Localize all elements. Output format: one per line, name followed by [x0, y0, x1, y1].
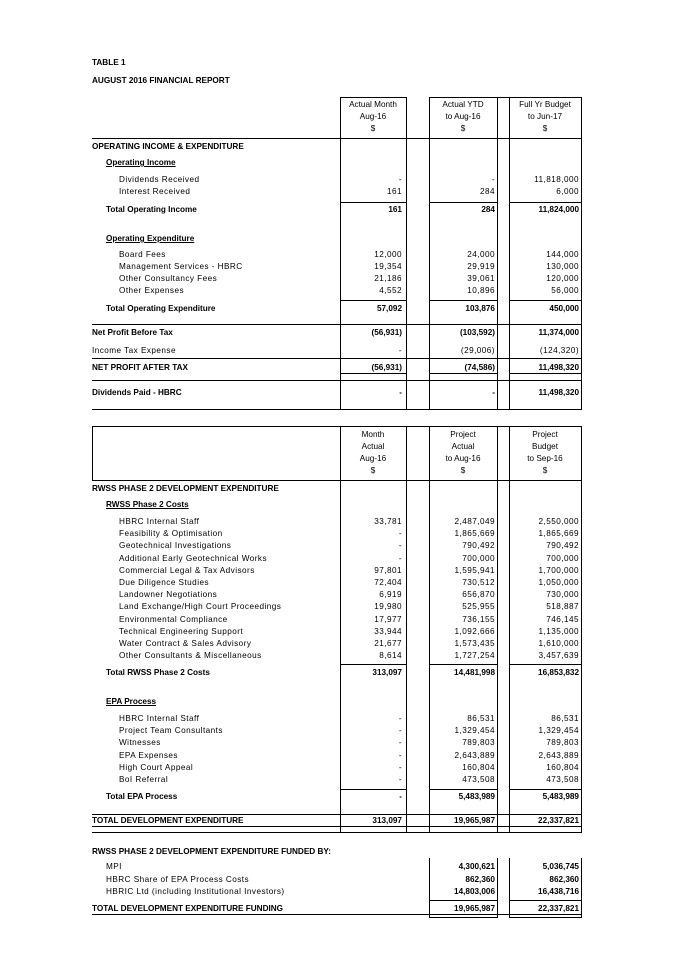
row-label: Other Consultancy Fees	[119, 274, 218, 283]
cell-ytd: -	[492, 388, 495, 397]
t1-expense-heading: Operating Expenditure	[106, 234, 195, 243]
cell-budget: 11,498,320	[538, 388, 579, 397]
cell-ytd: -	[491, 175, 495, 184]
cell-budget: 2,550,000	[538, 517, 579, 526]
row-label: High Court Appeal	[119, 762, 194, 772]
row-label: Geotechnical Investigations	[119, 541, 232, 551]
cell-actual: 1,727,254	[454, 651, 495, 661]
cell-month: -	[398, 175, 402, 184]
t2-section-title: RWSS PHASE 2 DEVELOPMENT EXPENDITURE	[92, 484, 279, 493]
cell-budget: 11,374,000	[538, 328, 579, 337]
cell-month: -	[399, 388, 402, 397]
cell-actual: 700,000	[462, 553, 495, 563]
row-label: Dividends Received	[119, 175, 200, 184]
row-label: Feasibility & Optimisation	[119, 529, 223, 539]
cell-month: -	[398, 553, 402, 563]
cell-budget: 450,000	[549, 304, 579, 313]
cell-budget: 120,000	[546, 274, 579, 283]
cell-budget: 130,000	[546, 262, 579, 271]
cell-actual: 862,360	[465, 875, 495, 884]
cell-actual: 736,155	[462, 614, 495, 624]
row-label: Additional Early Geotechnical Works	[119, 553, 268, 563]
row-label: Dividends Paid - HBRC	[92, 388, 182, 397]
cell-actual: 473,508	[462, 775, 495, 784]
cell-actual: 86,531	[467, 714, 495, 723]
cell-budget: 1,329,454	[538, 726, 579, 736]
cell-actual: 160,804	[462, 762, 495, 772]
cell-budget: 5,036,745	[542, 862, 579, 871]
cell-budget: 6,000	[556, 187, 579, 196]
row-label: MPI	[106, 862, 122, 871]
cell-ytd: (29,006)	[460, 346, 495, 355]
t1-header-col3-l2: to Jun-17	[527, 112, 563, 121]
cell-month: 17,977	[374, 614, 402, 624]
cell-actual: 14,803,006	[454, 887, 495, 896]
cell-budget: 1,865,669	[538, 529, 579, 539]
cell-ytd: 284	[481, 205, 495, 214]
cell-ytd: (74,586)	[464, 363, 495, 372]
row-label: Witnesses	[119, 738, 161, 748]
t2-header-col2-l1: Project	[450, 430, 476, 439]
cell-budget: 518,887	[546, 602, 579, 612]
cell-budget: 1,610,000	[538, 639, 579, 648]
cell-budget: 789,803	[546, 738, 579, 748]
cell-month: -	[398, 775, 402, 784]
cell-month: 72,404	[374, 578, 402, 587]
cell-month: 313,097	[372, 816, 402, 825]
cell-month: 19,354	[374, 262, 402, 271]
t1-header-col1-l2: Aug-16	[359, 112, 387, 121]
row-label: Total EPA Process	[106, 792, 178, 801]
cell-month: 8,614	[379, 651, 402, 661]
row-label: Technical Engineering Support	[119, 626, 244, 636]
t1-header-col3-l1: Full Yr Budget	[519, 100, 571, 109]
cell-budget: 473,508	[546, 775, 579, 784]
cell-ytd: 103,876	[465, 304, 495, 313]
cell-actual: 1,595,941	[454, 565, 495, 575]
cell-month: 21,677	[374, 639, 402, 648]
t1-header-col1-l3: $	[370, 124, 376, 133]
t2-costs-heading: RWSS Phase 2 Costs	[106, 500, 189, 509]
cell-actual: 1,329,454	[454, 726, 495, 736]
cell-month: 161	[386, 187, 402, 196]
cell-actual: 1,092,666	[454, 626, 495, 636]
t1-income-heading: Operating Income	[106, 158, 176, 167]
cell-month: -	[399, 792, 402, 801]
t2-header-col3-l1: Project	[532, 430, 558, 439]
row-label: Project Team Consultants	[119, 726, 223, 736]
t2-header-col2-l3: to Aug-16	[445, 454, 481, 463]
cell-budget: 11,498,320	[538, 363, 579, 372]
cell-month: -	[398, 529, 402, 539]
row-label: Income Tax Expense	[92, 346, 176, 355]
cell-month: 6,919	[379, 590, 402, 600]
cell-month: -	[398, 714, 402, 723]
row-label: Due Diligence Studies	[119, 578, 210, 587]
cell-actual: 1,573,435	[454, 639, 495, 648]
cell-budget: 730,000	[546, 590, 579, 600]
cell-actual: 2,487,049	[454, 517, 495, 526]
cell-budget: 3,457,639	[538, 651, 579, 661]
cell-budget: (124,320)	[539, 346, 579, 355]
t2-header-col2-l2: Actual	[451, 442, 475, 451]
cell-budget: 1,700,000	[538, 565, 579, 575]
row-label: Net Profit Before Tax	[92, 328, 173, 337]
cell-month: (56,931)	[371, 328, 402, 337]
cell-month: -	[398, 738, 402, 748]
row-label: Environmental Compliance	[119, 614, 228, 624]
cell-actual: 790,492	[462, 541, 495, 551]
t2-header-col1-l3: Aug-16	[359, 454, 387, 463]
cell-month: (56,931)	[371, 363, 402, 372]
cell-budget: 862,360	[549, 875, 579, 884]
cell-budget: 22,337,821	[538, 816, 579, 825]
row-label: Landowner Negotiations	[119, 590, 218, 600]
row-label: Interest Received	[119, 187, 191, 196]
t2-header-col3-l2: Budget	[532, 442, 558, 451]
row-label: TOTAL DEVELOPMENT EXPENDITURE	[92, 816, 244, 825]
cell-budget: 746,145	[546, 614, 579, 624]
cell-month: -	[398, 541, 402, 551]
cell-month: -	[398, 762, 402, 772]
cell-ytd: 10,896	[467, 286, 495, 295]
cell-month: -	[398, 346, 402, 355]
cell-month: 21,186	[374, 274, 402, 283]
cell-budget: 22,337,821	[538, 904, 579, 913]
cell-actual: 14,481,998	[454, 668, 495, 677]
cell-budget: 16,853,832	[538, 668, 579, 677]
cell-ytd: 39,061	[467, 274, 495, 283]
row-label: NET PROFIT AFTER TAX	[92, 363, 188, 372]
row-label: Other Expenses	[119, 286, 185, 295]
cell-month: 33,781	[374, 517, 402, 526]
cell-month: -	[398, 726, 402, 736]
cell-budget: 5,483,989	[542, 792, 579, 801]
row-label: Total Operating Income	[106, 205, 197, 214]
cell-actual: 2,643,889	[454, 750, 495, 760]
cell-budget: 56,000	[551, 286, 579, 295]
t2-header-col1-l4: $	[370, 466, 376, 475]
row-label: Total RWSS Phase 2 Costs	[106, 668, 210, 677]
row-label: HBRC Internal Staff	[119, 517, 200, 526]
row-label: Total Operating Expenditure	[106, 304, 216, 313]
row-label: BoI Referral	[119, 775, 169, 784]
t2-header-col2-l4: $	[460, 466, 466, 475]
row-label: EPA Expenses	[119, 750, 178, 760]
cell-month: 97,801	[374, 565, 402, 575]
cell-actual: 4,300,621	[458, 862, 495, 871]
cell-month: 161	[388, 205, 402, 214]
cell-month: -	[398, 750, 402, 760]
row-label: Management Services - HBRC	[119, 262, 243, 271]
cell-actual: 730,512	[462, 578, 495, 587]
t1-header-col2-l3: $	[460, 124, 466, 133]
t1-header-col1-l1: Actual Month	[349, 100, 397, 109]
cell-ytd: 24,000	[467, 250, 495, 259]
report-title: AUGUST 2016 FINANCIAL REPORT	[92, 76, 230, 85]
cell-month: 19,980	[374, 602, 402, 612]
cell-month: 33,944	[374, 626, 402, 636]
row-label: Commercial Legal & Tax Advisors	[119, 565, 255, 575]
row-label: HBRC Internal Staff	[119, 714, 200, 723]
cell-actual: 789,803	[462, 738, 495, 748]
cell-budget: 1,135,000	[538, 626, 579, 636]
t1-header-col2-l1: Actual YTD	[442, 100, 484, 109]
row-label: HBRIC Ltd (including Institutional Investors)	[106, 887, 285, 896]
t1-header-col2-l2: to Aug-16	[445, 112, 481, 121]
cell-budget: 86,531	[551, 714, 579, 723]
cell-budget: 790,492	[546, 541, 579, 551]
cell-budget: 160,804	[546, 762, 579, 772]
cell-ytd: 284	[479, 187, 495, 196]
t1-section-title: OPERATING INCOME & EXPENDITURE	[92, 142, 244, 151]
cell-actual: 19,965,987	[454, 904, 495, 913]
cell-ytd: 29,919	[467, 262, 495, 271]
t2-funded-title: RWSS PHASE 2 DEVELOPMENT EXPENDITURE FUNDED BY:	[92, 847, 331, 856]
t2-header-col3-l4: $	[542, 466, 548, 475]
cell-actual: 656,870	[462, 590, 495, 600]
cell-actual: 1,865,669	[454, 529, 495, 539]
cell-month: 12,000	[374, 250, 402, 259]
row-label: Other Consultants & Miscellaneous	[119, 651, 262, 661]
cell-actual: 525,955	[462, 602, 495, 612]
cell-budget: 2,643,889	[538, 750, 579, 760]
t2-header-col1-l1: Month	[361, 430, 385, 439]
row-label: Land Exchange/High Court Proceedings	[119, 602, 282, 612]
cell-budget: 11,824,000	[538, 205, 579, 214]
cell-budget: 1,050,000	[538, 578, 579, 587]
cell-budget: 11,818,000	[534, 175, 579, 184]
cell-budget: 16,438,716	[538, 887, 579, 896]
cell-month: 57,092	[376, 304, 402, 313]
cell-actual: 5,483,989	[458, 792, 495, 801]
cell-actual: 19,965,987	[454, 816, 495, 825]
t2-header-col1-l2: Actual	[361, 442, 385, 451]
t2-header-col3-l3: to Sep-16	[527, 454, 563, 463]
cell-ytd: (103,592)	[459, 328, 495, 337]
cell-month: 4,552	[379, 286, 402, 295]
cell-budget: 700,000	[546, 553, 579, 563]
cell-month: 313,097	[372, 668, 402, 677]
row-label: Water Contract & Sales Advisory	[119, 639, 252, 648]
cell-budget: 144,000	[546, 250, 579, 259]
row-label: Board Fees	[119, 250, 166, 259]
table-label: TABLE 1	[92, 58, 126, 67]
t1-header-col3-l3: $	[542, 124, 548, 133]
row-label: TOTAL DEVELOPMENT EXPENDITURE FUNDING	[92, 904, 284, 913]
t2-epa-heading: EPA Process	[106, 697, 157, 706]
row-label: HBRC Share of EPA Process Costs	[106, 875, 250, 884]
